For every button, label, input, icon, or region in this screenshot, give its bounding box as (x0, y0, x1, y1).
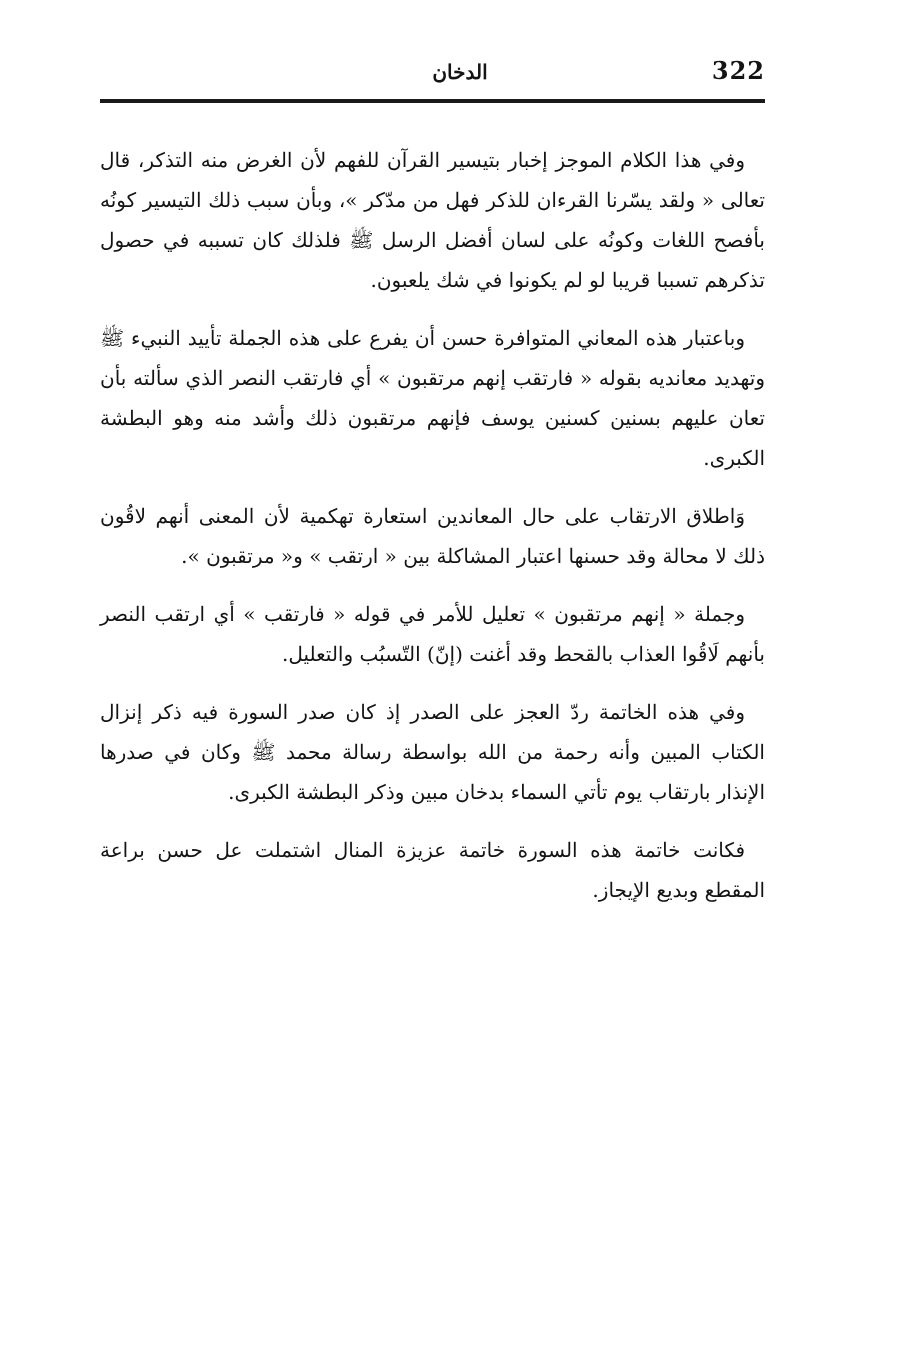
paragraph: وجملة « إنهم مرتقبون » تعليل للأمر في قوله « فارتقب » أي ارتقب النصر بأنهم لَاقُوا العذاب بالقحط وقد أغنت (إنّ) التّسبُب والتعليل. (100, 602, 765, 666)
header-rule (100, 99, 765, 103)
paragraph: وَاطلاق الارتقاب على حال المعاندين استعارة تهكمية لأن المعنى أنهم لاقُون ذلك لا محالة وقد حسنها اعتبار المشاكلة بين « ارتقب » و« مرتقبون ». (100, 504, 765, 568)
running-title: الدخان (432, 60, 488, 84)
paragraph: وفي هذا الكلام الموجز إخبار بتيسير القرآن للفهم لأن الغرض منه التذكر، قال تعالى « ولقد يسّرنا القرءان للذكر فهل من مدّكر »، وبأن سبب ذلك التيسير كونُه بأفصح اللغات وكونُه على لسان أفضل الرسل ﷺ فلذلك كان تسببه في حصول تذكرهم تسببا قريبا لو لم يكونوا في شك يلعبون. (100, 148, 765, 292)
page-number: 322 (711, 56, 765, 85)
paragraph: وباعتبار هذه المعاني المتوافرة حسن أن يفرع على هذه الجملة تأييد النبيء ﷺ وتهديد معانديه بقوله « فارتقب إنهم مرتقبون » أي فارتقب النصر الذي سألته بأن تعان عليهم بسنين كسنين يوسف فإنهم مرتقبون ذلك وأشد منه وهو البطشة الكبرى. (100, 326, 765, 470)
page-header (100, 52, 765, 96)
body-text (100, 140, 765, 928)
paragraph: فكانت خاتمة هذه السورة خاتمة عزيزة المنال اشتملت عل حسن براعة المقطع وبديع الإيجاز. (100, 838, 765, 902)
paragraph: وفي هذه الخاتمة ردّ العجز على الصدر إذ كان صدر السورة فيه ذكر إنزال الكتاب المبين وأنه رحمة من الله بواسطة رسالة محمد ﷺ وكان في صدرها الإنذار بارتقاب يوم تأتي السماء بدخان مبين وذكر البطشة الكبرى. (100, 700, 765, 804)
